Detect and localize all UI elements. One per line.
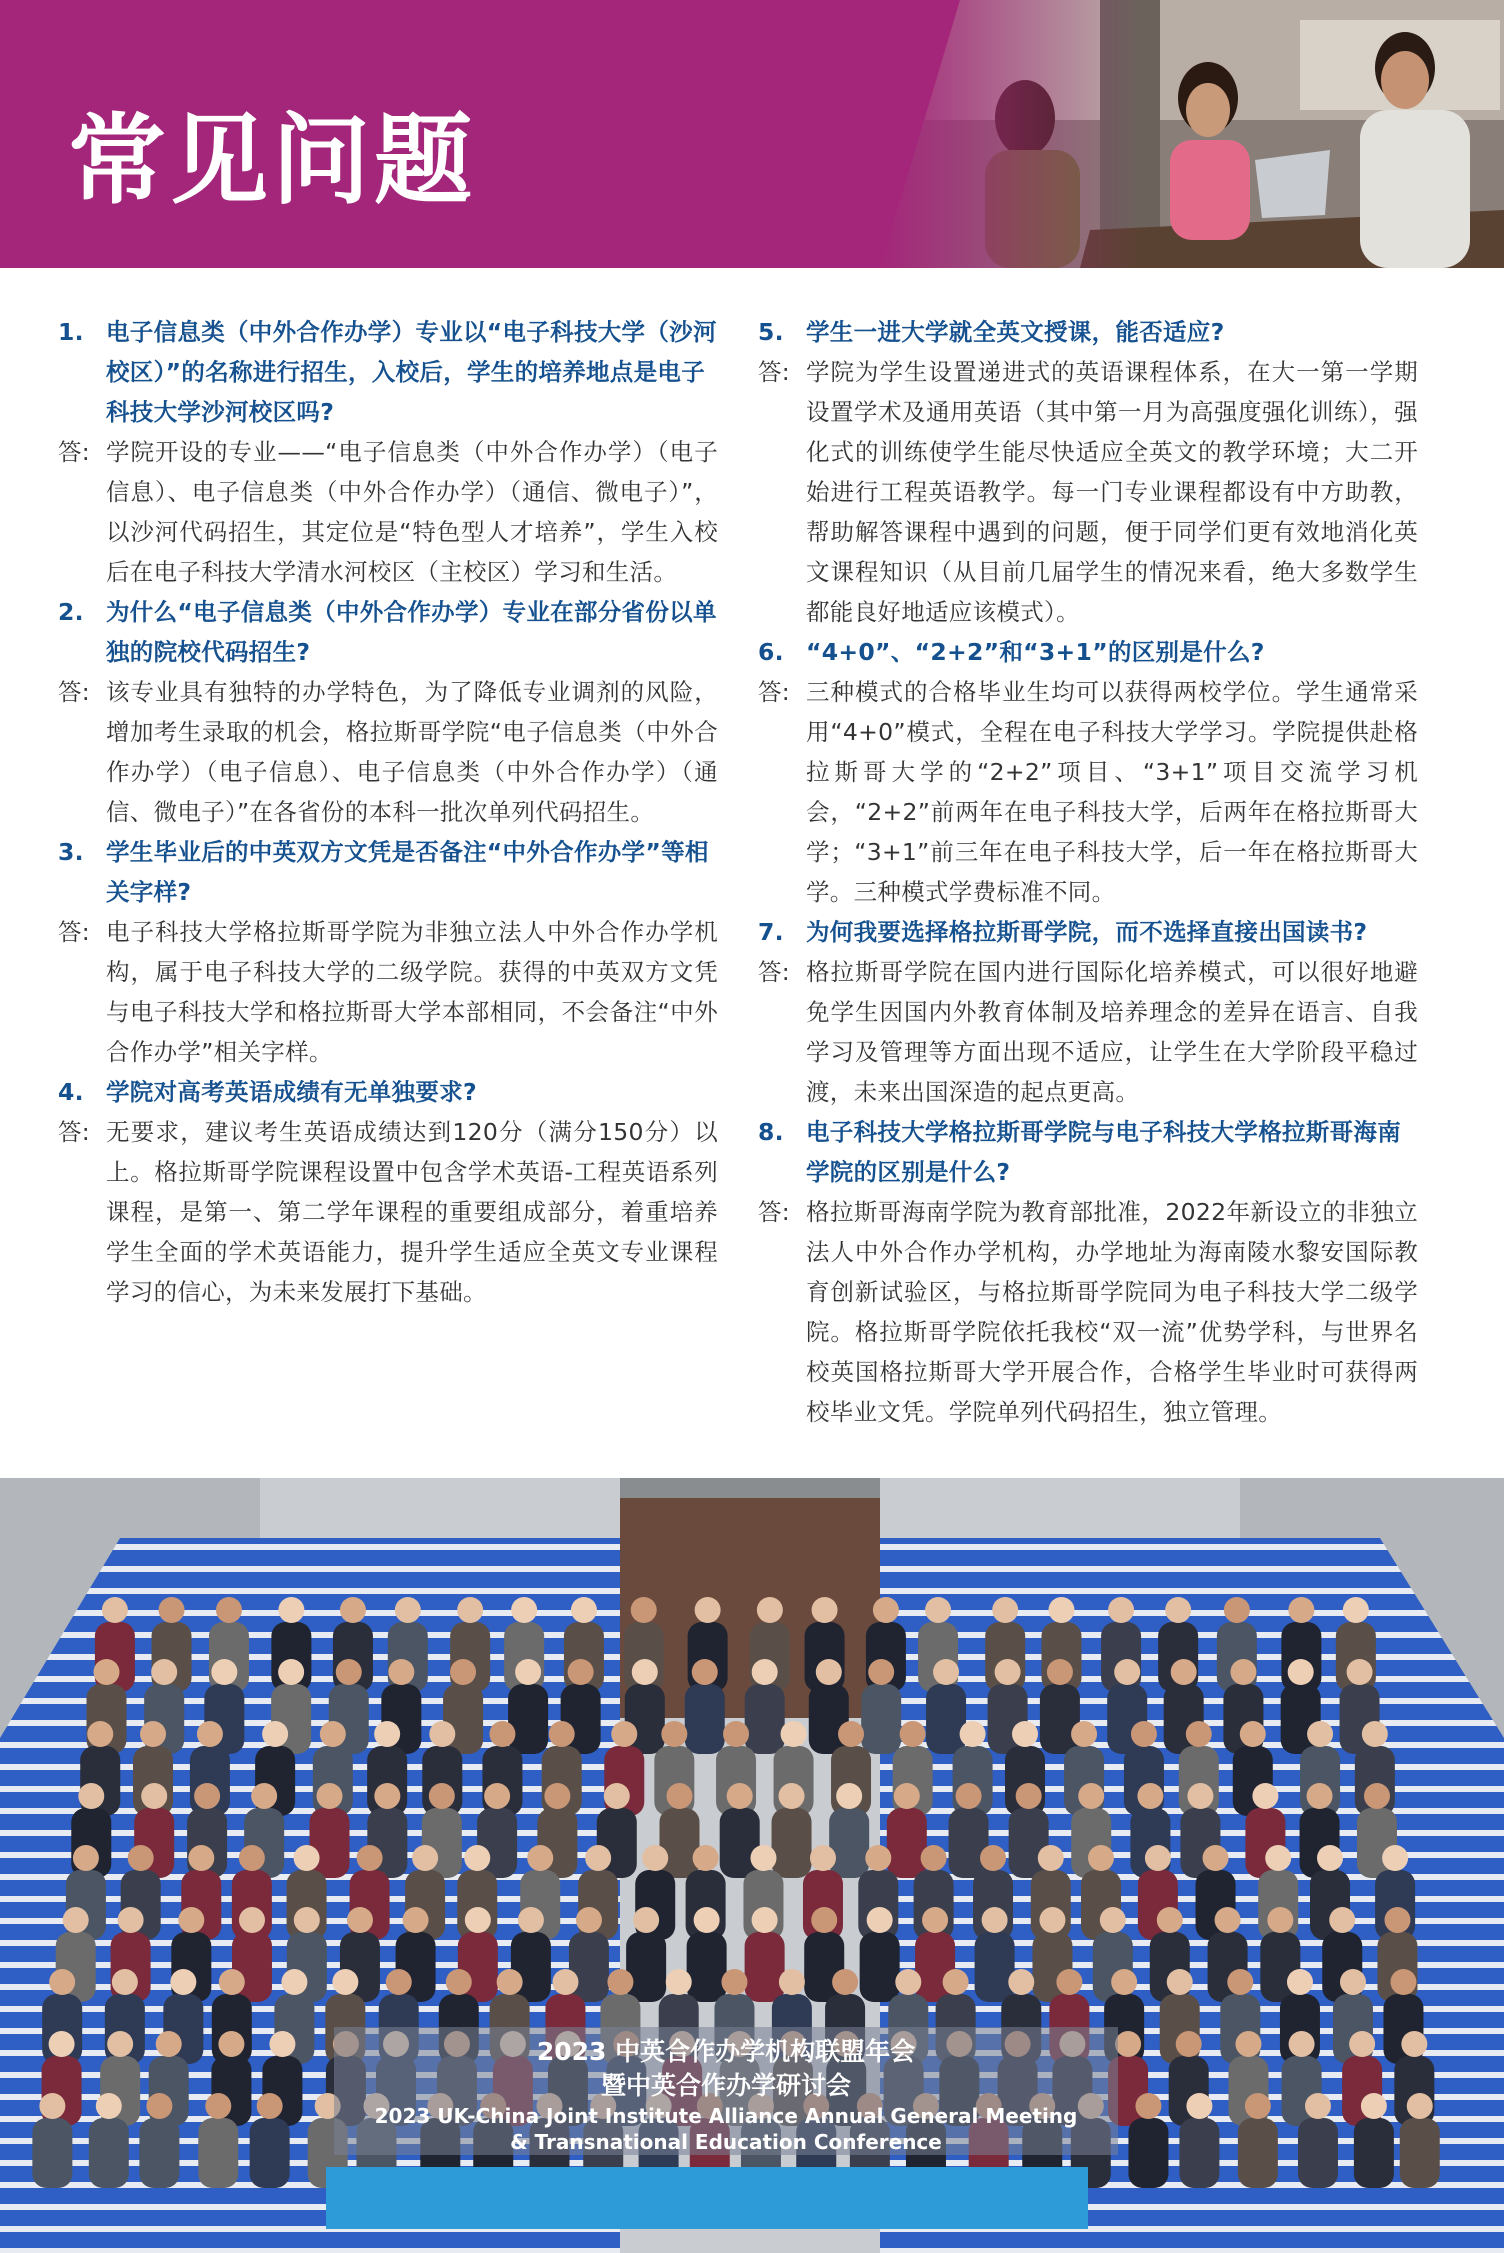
person-head xyxy=(693,1845,719,1871)
person-body xyxy=(508,1684,548,1754)
faq-answer xyxy=(758,1192,1418,1432)
person-head xyxy=(1267,1907,1293,1933)
person-body xyxy=(1354,2118,1394,2188)
person-head xyxy=(1137,1783,1163,1809)
person-head xyxy=(294,1845,320,1871)
person-head xyxy=(102,1597,128,1623)
faq-item-7 xyxy=(758,912,1418,1112)
person-head xyxy=(1012,1721,1038,1747)
person-body xyxy=(139,2118,179,2188)
faq-item-4 xyxy=(58,1072,718,1312)
person-body xyxy=(772,1808,812,1878)
person-head xyxy=(832,1969,858,1995)
person-head xyxy=(816,1659,842,1685)
person-head xyxy=(178,1907,204,1933)
person-body xyxy=(720,1808,760,1878)
person-head xyxy=(332,1969,358,1995)
answer-text: 三种模式的合格毕业生均可以获得两校学位。学生通常采用“4+0”模式，全程在电子科技大学学习。学院提供赴格拉斯哥大学的“2+2”项目、“3+1”项目交流学习机会，“2+2”前两年在电子科技大学，后两年在格拉斯哥大学；“3+1”前三年在电子科技大学，后一年在格拉斯哥大学。三种模式学费标准不同。 xyxy=(806,678,1418,906)
person-head xyxy=(631,1597,657,1623)
person-head xyxy=(873,1597,899,1623)
person-body xyxy=(687,1932,727,2002)
person-head xyxy=(239,1907,265,1933)
question-number: 5. xyxy=(758,318,784,346)
person-body xyxy=(926,1684,966,1754)
answer-text: 无要求，建议考生英语成绩达到120分（满分150分）以上。格拉斯哥学院课程设置中包含学术英语-工程英语系列课程，是第一、第二学年课程的重要组成部分，着重培养学生全面的学术英语能力，提升学生适应全英文专业课程学习的信心，为未来发展打下基础。 xyxy=(106,1118,718,1306)
person-head xyxy=(1230,1659,1256,1685)
person-head xyxy=(94,1659,120,1685)
person-body xyxy=(32,2118,72,2188)
question-text: 电子科技大学格拉斯哥学院与电子科技大学格拉斯哥海南学院的区别是什么? xyxy=(806,1118,1401,1186)
person-body xyxy=(569,1932,609,2002)
person-body xyxy=(1298,2118,1338,2188)
person-head xyxy=(518,1907,544,1933)
person-head xyxy=(269,2031,295,2057)
person-head xyxy=(429,1721,455,1747)
person-body xyxy=(860,1932,900,2002)
faq-item-3 xyxy=(58,832,718,1072)
person-head xyxy=(1048,1597,1074,1623)
answer-text: 该专业具有独特的办学特色，为了降低专业调剂的风险，增加考生录取的机会，格拉斯哥学院“电子信息类（中外合作办学）（电子信息）、电子信息类（中外合作办学）（通信、微电子）”在各省份的本科一批次单列代码招生。 xyxy=(106,678,718,826)
person-head xyxy=(900,1721,926,1747)
person-head xyxy=(1088,1845,1114,1871)
person-head xyxy=(159,1597,185,1623)
person-head xyxy=(922,1907,948,1933)
faq-column-right xyxy=(758,312,1418,1432)
person-head xyxy=(1100,1907,1126,1933)
person-head xyxy=(611,1721,637,1747)
person-head xyxy=(374,1721,400,1747)
person-head xyxy=(78,1783,104,1809)
question-text: 为何我要选择格拉斯哥学院，而不选择直接出国读书? xyxy=(806,918,1368,946)
person-head xyxy=(489,1721,515,1747)
person-head xyxy=(515,1659,541,1685)
person-body xyxy=(1400,2118,1440,2188)
answer-text: 学院为学生设置递进式的英语课程体系，在大一第一学期设置学术及通用英语（其中第一月为高强度强化训练），强化式的训练使学生能尽快适应全英文的教学环境；大二开始进行工程英语教学。每一门专业课程都设有中方助教，帮助解答课程中遇到的问题，便于同学们更有效地消化英文课程知识（从目前几届学生的情况来看，绝大多数学生都能良好地适应该模式）。 xyxy=(806,358,1418,626)
person-head xyxy=(146,2093,172,2119)
person-head xyxy=(128,1845,154,1871)
person-head xyxy=(218,2031,244,2057)
faq-question xyxy=(758,312,1418,352)
person-head xyxy=(781,1721,807,1747)
person-head xyxy=(895,1969,921,1995)
person-head xyxy=(141,1783,167,1809)
person-head xyxy=(1071,1721,1097,1747)
question-number: 8. xyxy=(758,1118,784,1146)
person-head xyxy=(107,2031,133,2057)
person-head xyxy=(194,1783,220,1809)
person-body xyxy=(745,1932,785,2002)
question-text: 学生一进大学就全英文授课，能否适应? xyxy=(806,318,1225,346)
question-text: “4+0”、“2+2”和“3+1”的区别是什么? xyxy=(806,638,1265,666)
person-head xyxy=(527,1845,553,1871)
person-head xyxy=(1245,2093,1271,2119)
person-head xyxy=(464,1845,490,1871)
person-head xyxy=(1407,2093,1433,2119)
person-head xyxy=(87,1721,113,1747)
person-head xyxy=(633,1907,659,1933)
faq-answer xyxy=(58,1112,718,1312)
person-head xyxy=(96,2093,122,2119)
person-head xyxy=(752,1907,778,1933)
faq-item-1 xyxy=(58,312,718,592)
person-head xyxy=(1390,1969,1416,1995)
person-head xyxy=(1362,1721,1388,1747)
faq-answer xyxy=(758,672,1418,912)
person-head xyxy=(1187,1783,1213,1809)
conference-banner xyxy=(334,2027,1118,2155)
person-head xyxy=(868,1659,894,1685)
person-head xyxy=(1361,2093,1387,2119)
person-head xyxy=(811,1907,837,1933)
person-head xyxy=(667,1783,693,1809)
answer-label: 答: xyxy=(758,958,791,986)
question-text: 为什么“电子信息类（中外合作办学）专业在部分省份以单独的院校代码招生? xyxy=(106,598,717,666)
banner-cn-line2: 暨中英合作办学研讨会 xyxy=(600,2071,851,2100)
person-head xyxy=(1115,2031,1141,2057)
person-head xyxy=(1203,1845,1229,1871)
faq-question xyxy=(758,632,1418,672)
person-head xyxy=(429,1783,455,1809)
person-head xyxy=(347,1907,373,1933)
person-head xyxy=(1329,1907,1355,1933)
answer-text: 格拉斯哥学院在国内进行国际化培养模式，可以很好地避免学生因国内外教育体制及培养理念的差异在语言、自我学习及管理等方面出现不适应，让学生在大学阶段平稳过渡，未来出国深造的起点更高。 xyxy=(806,958,1418,1106)
person-head xyxy=(170,1969,196,1995)
person-head xyxy=(607,1969,633,1995)
question-number: 2. xyxy=(58,598,84,626)
person-head xyxy=(544,1783,570,1809)
question-text: 学生毕业后的中英双方文凭是否备注“中外合作办学”等相关字样? xyxy=(106,838,709,906)
person-head xyxy=(211,1659,237,1685)
person-head xyxy=(1224,1597,1250,1623)
answer-text: 学院开设的专业——“电子信息类（中外合作办学）（电子信息）、电子信息类（中外合作办学）（通信、微电子）”，以沙河代码招生，其定位是“特色型人才培养”，学生入校后在电子科技大学清水河校区（主校区）学习和生活。 xyxy=(106,438,718,586)
person-head xyxy=(262,1721,288,1747)
person-head xyxy=(1343,1597,1369,1623)
person-head xyxy=(374,1783,400,1809)
person-body xyxy=(861,1684,901,1754)
person-head xyxy=(779,1969,805,1995)
person-head xyxy=(1240,1721,1266,1747)
person-body xyxy=(626,1932,666,2002)
person-head xyxy=(49,2031,75,2057)
answer-text: 格拉斯哥海南学院为教育部批准，2022年新设立的非独立法人中外合作办学机构，办学地址为海南陵水黎安国际教育创新试验区，与格拉斯哥学院同为电子科技大学二级学院。格拉斯哥学院依托我校“双一流”优势学科，与世界名校英国格拉斯哥大学开展合作，合格学生毕业时可获得两校毕业文凭。学院单列代码招生，独立管理。 xyxy=(806,1198,1418,1426)
person-head xyxy=(257,2093,283,2119)
person-head xyxy=(1108,1597,1134,1623)
answer-text: 电子科技大学格拉斯哥学院为非独立法人中外合作办学机构，属于电子科技大学的二级学院。获得的中英双方文凭与电子科技大学和格拉斯哥大学本部相同，不会备注“中外合作办学”相关字样。 xyxy=(106,918,718,1066)
person-head xyxy=(585,1845,611,1871)
person-body xyxy=(975,1932,1015,2002)
person-head xyxy=(497,1969,523,1995)
person-head xyxy=(336,1659,362,1685)
person-head xyxy=(388,1659,414,1685)
person-head xyxy=(925,1597,951,1623)
person-body xyxy=(89,2118,129,2188)
person-head xyxy=(980,1845,1006,1871)
person-head xyxy=(995,1659,1021,1685)
person-head xyxy=(568,1659,594,1685)
faq-answer xyxy=(758,952,1418,1112)
person-head xyxy=(960,1721,986,1747)
person-head xyxy=(1078,1783,1104,1809)
person-head xyxy=(933,1659,959,1685)
faq-question xyxy=(58,312,718,432)
person-head xyxy=(239,1845,265,1871)
person-head xyxy=(836,1783,862,1809)
person-head xyxy=(1176,2031,1202,2057)
person-head xyxy=(982,1907,1008,1933)
person-head xyxy=(721,1969,747,1995)
question-text: 学院对高考英语成绩有无单独要求? xyxy=(106,1078,477,1106)
person-head xyxy=(197,1721,223,1747)
answer-label: 答: xyxy=(758,358,791,386)
person-head xyxy=(1165,1597,1191,1623)
person-body xyxy=(1040,1684,1080,1754)
person-head xyxy=(571,1597,597,1623)
question-number: 7. xyxy=(758,918,784,946)
person-head xyxy=(752,1659,778,1685)
person-head xyxy=(39,2093,65,2119)
person-body xyxy=(1128,2118,1168,2188)
person-head xyxy=(956,1783,982,1809)
person-head xyxy=(317,1783,343,1809)
person-head xyxy=(457,1597,483,1623)
person-head xyxy=(1056,1969,1082,1995)
sponsor-logo-strip xyxy=(326,2167,1088,2229)
faq-answer xyxy=(58,432,718,592)
person-head xyxy=(278,1597,304,1623)
person-head xyxy=(484,1783,510,1809)
person-body xyxy=(198,2118,238,2188)
person-head xyxy=(156,2031,182,2057)
faq-column-left xyxy=(58,312,718,1312)
person-head xyxy=(1215,1907,1241,1933)
answer-label: 答: xyxy=(58,678,91,706)
person-head xyxy=(219,1969,245,1995)
person-head xyxy=(632,1659,658,1685)
person-head xyxy=(921,1845,947,1871)
faq-item-6 xyxy=(758,632,1418,912)
person-head xyxy=(112,1969,138,1995)
person-head xyxy=(465,1907,491,1933)
banner-cn-line1: 2023 中英合作办学机构联盟年会 xyxy=(536,2037,916,2066)
question-number: 4. xyxy=(58,1078,84,1106)
person-head xyxy=(450,1659,476,1685)
question-text: 电子信息类（中外合作办学）专业以“电子科技大学（沙河校区）”的名称进行招生，入校后，学生的培养地点是电子科技大学沙河校区吗? xyxy=(106,318,717,426)
person-head xyxy=(750,1845,776,1871)
person-head xyxy=(188,1845,214,1871)
person-head xyxy=(294,1907,320,1933)
person-head xyxy=(395,1597,421,1623)
faq-question xyxy=(58,1072,718,1112)
person-head xyxy=(386,1969,412,1995)
person-head xyxy=(1038,1845,1064,1871)
person-head xyxy=(727,1783,753,1809)
person-head xyxy=(1288,1597,1314,1623)
answer-label: 答: xyxy=(58,438,91,466)
person-head xyxy=(1287,1969,1313,1995)
person-head xyxy=(49,1969,75,1995)
person-head xyxy=(1186,2093,1212,2119)
person-head xyxy=(1135,2093,1161,2119)
faq-question xyxy=(58,592,718,672)
person-head xyxy=(865,1845,891,1871)
person-head xyxy=(1111,1969,1137,1995)
person-head xyxy=(779,1783,805,1809)
person-head xyxy=(549,1721,575,1747)
person-head xyxy=(1364,1783,1390,1809)
answer-label: 答: xyxy=(58,918,91,946)
person-head xyxy=(1016,1783,1042,1809)
person-head xyxy=(1305,2093,1331,2119)
person-head xyxy=(992,1597,1018,1623)
person-body xyxy=(887,1808,927,1878)
person-head xyxy=(1131,1721,1157,1747)
answer-label: 答: xyxy=(758,678,791,706)
person-head xyxy=(1349,2031,1375,2057)
person-head xyxy=(1145,1845,1171,1871)
person-body xyxy=(660,1808,700,1878)
question-number: 1. xyxy=(58,318,84,346)
person-body xyxy=(949,1808,989,1878)
person-head xyxy=(1008,1969,1034,1995)
person-head xyxy=(1384,1907,1410,1933)
question-number: 6. xyxy=(758,638,784,666)
page-title: 常见问题 xyxy=(68,104,477,218)
person-head xyxy=(320,1721,346,1747)
person-head xyxy=(1039,1907,1065,1933)
person-body xyxy=(829,1808,869,1878)
person-head xyxy=(1252,1783,1278,1809)
person-head xyxy=(757,1597,783,1623)
faq-item-2 xyxy=(58,592,718,832)
person-head xyxy=(666,1969,692,1995)
person-head xyxy=(812,1597,838,1623)
person-head xyxy=(642,1845,668,1871)
faq-answer xyxy=(58,672,718,832)
person-head xyxy=(692,1659,718,1685)
person-head xyxy=(1047,1659,1073,1685)
person-head xyxy=(576,1907,602,1933)
person-head xyxy=(695,1597,721,1623)
person-head xyxy=(1235,2031,1261,2057)
person-head xyxy=(867,1907,893,1933)
person-head xyxy=(1289,2031,1315,2057)
person-body xyxy=(1238,2118,1278,2188)
person-head xyxy=(894,1783,920,1809)
faq-answer xyxy=(58,912,718,1072)
person-head xyxy=(943,1969,969,1995)
person-head xyxy=(1171,1659,1197,1685)
person-head xyxy=(552,1969,578,1995)
person-head xyxy=(511,1597,537,1623)
faq-item-5 xyxy=(758,312,1418,632)
person-head xyxy=(694,1907,720,1933)
person-head xyxy=(446,1969,472,1995)
banner-en-line2: & Transnational Education Conference xyxy=(510,2130,942,2154)
person-head xyxy=(1114,1659,1140,1685)
person-head xyxy=(1347,1659,1373,1685)
person-head xyxy=(1307,1783,1333,1809)
person-head xyxy=(1307,1721,1333,1747)
person-head xyxy=(63,1907,89,1933)
person-head xyxy=(604,1783,630,1809)
person-head xyxy=(1227,1969,1253,1995)
answer-label: 答: xyxy=(758,1198,791,1226)
person-head xyxy=(412,1845,438,1871)
person-head xyxy=(216,1597,242,1623)
person-head xyxy=(838,1721,864,1747)
person-head xyxy=(205,2093,231,2119)
faq-answer xyxy=(758,352,1418,632)
person-head xyxy=(1186,1721,1212,1747)
question-number: 3. xyxy=(58,838,84,866)
person-head xyxy=(357,1845,383,1871)
person-head xyxy=(1317,1845,1343,1871)
person-head xyxy=(251,1783,277,1809)
person-body xyxy=(1179,2118,1219,2188)
faq-question xyxy=(758,912,1418,952)
person-head xyxy=(1157,1907,1183,1933)
person-head xyxy=(278,1659,304,1685)
person-head xyxy=(151,1659,177,1685)
person-body xyxy=(250,2118,290,2188)
person-head xyxy=(1167,1969,1193,1995)
person-head xyxy=(1401,2031,1427,2057)
person-head xyxy=(1265,1845,1291,1871)
person-head xyxy=(1340,1969,1366,1995)
person-head xyxy=(73,1845,99,1871)
person-body xyxy=(745,1684,785,1754)
person-body xyxy=(310,1808,350,1878)
person-head xyxy=(403,1907,429,1933)
person-body xyxy=(685,1684,725,1754)
person-head xyxy=(140,1721,166,1747)
banner-en-line1: 2023 UK-China Joint Institute Alliance Annual General Meeting xyxy=(374,2104,1078,2128)
person-head xyxy=(281,1969,307,1995)
person-head xyxy=(340,1597,366,1623)
person-head xyxy=(661,1721,687,1747)
faq-question xyxy=(58,832,718,912)
person-head xyxy=(723,1721,749,1747)
person-head xyxy=(1382,1845,1408,1871)
person-head xyxy=(810,1845,836,1871)
header-banner xyxy=(0,0,1504,268)
answer-label: 答: xyxy=(58,1118,91,1146)
person-head xyxy=(1288,1659,1314,1685)
faq-item-8 xyxy=(758,1112,1418,1432)
person-head xyxy=(118,1907,144,1933)
faq-question xyxy=(758,1112,1418,1192)
